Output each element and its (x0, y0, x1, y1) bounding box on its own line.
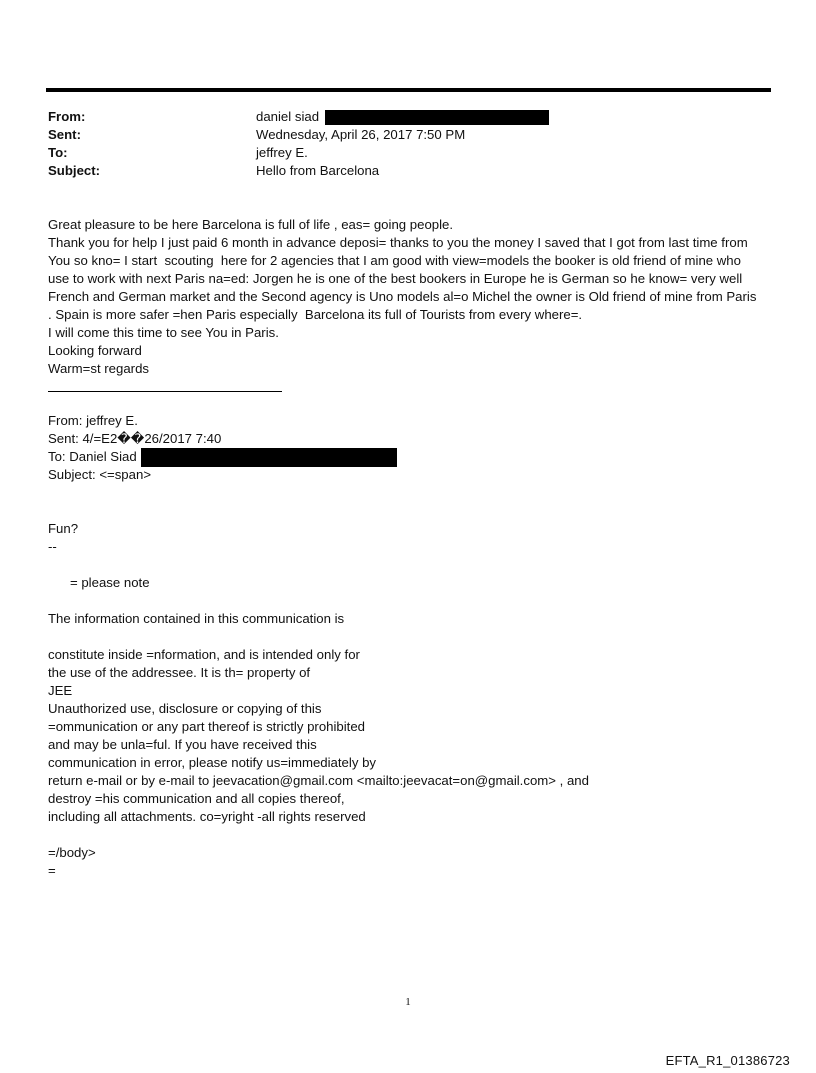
email-body (48, 216, 778, 378)
info-line: The information contained in this communication is (48, 611, 345, 626)
from-value: daniel siad (256, 109, 320, 124)
to-value: jeffrey E. (256, 145, 308, 160)
subject-value: Hello from Barcelona (256, 163, 380, 178)
quoted-subject: Subject: <=span> (48, 467, 152, 482)
disclaimer-line: constitute inside =nformation, and is intended only for (48, 647, 360, 662)
from-label: From: (48, 109, 86, 124)
email-header (48, 108, 768, 180)
body-line: Warm=st regards (48, 361, 150, 376)
quoted-to-row (48, 448, 778, 466)
sent-label: Sent: (48, 127, 81, 142)
quoted-from: From: jeffrey E. (48, 413, 138, 428)
quoted-fun: Fun? (48, 521, 79, 536)
header-subject-row (48, 162, 768, 180)
quoted-message (48, 412, 778, 880)
page-number: 1 (405, 996, 411, 1008)
redaction-box (141, 448, 397, 467)
header-sent-row (48, 126, 768, 144)
body-line: French and German market and the Second agency is Uno models al=o Michel the owner is Old friend of mine from Paris (48, 289, 757, 304)
body-line: You so kno= I start scouting here for 2 agencies that I am good with view=models the booker is old friend of mine who (48, 253, 741, 268)
please-note: = please note (48, 575, 150, 590)
body-line: I will come this time to see You in Paris. (48, 325, 279, 340)
disclaimer-line: =ommunication or any part thereof is strictly prohibited (48, 719, 366, 734)
sent-value: Wednesday, April 26, 2017 7:50 PM (256, 127, 466, 142)
body-line: Thank you for help I just paid 6 month in advance deposi= thanks to you the money I saved that I got from last time from (48, 235, 748, 250)
disclaimer-line: communication in error, please notify us=immediately by (48, 755, 377, 770)
disclaimer-line: JEE (48, 683, 73, 698)
quoted-dashes: -- (48, 539, 57, 554)
quoted-to: To: Daniel Siad (48, 449, 137, 464)
body-line: use to work with next Paris na=ed: Jorgen he is one of the best bookers in Europe he is German so he know= very well (48, 271, 743, 286)
to-label: To: (48, 145, 68, 160)
signature-separator (48, 391, 282, 392)
document-id: EFTA_R1_01386723 (665, 1053, 790, 1068)
disclaimer-line: return e-mail or by e-mail to jeevacation@gmail.com <mailto:jeevacat=on@gmail.com> , and (48, 773, 589, 788)
top-rule (46, 88, 771, 92)
trailing-equals: = (48, 863, 56, 878)
disclaimer-line: including all attachments. co=yright -all rights reserved (48, 809, 366, 824)
header-from-row (48, 108, 768, 126)
subject-label: Subject: (48, 163, 101, 178)
body-line: . Spain is more safer =hen Paris especially Barcelona its full of Tourists from every where=. (48, 307, 583, 322)
disclaimer-line: and may be unla=ful. If you have received this (48, 737, 317, 752)
quoted-sent: Sent: 4/=E2��26/2017 7:40 (48, 431, 222, 446)
disclaimer-line: Unauthorized use, disclosure or copying of this (48, 701, 322, 716)
body-line: Great pleasure to be here Barcelona is full of life , eas= going people. (48, 217, 454, 232)
body-close-tag: =/body> (48, 845, 96, 860)
disclaimer-line: the use of the addressee. It is th= property of (48, 665, 311, 680)
body-line: Looking forward (48, 343, 142, 358)
redaction-box (325, 110, 549, 125)
disclaimer-line: destroy =his communication and all copies thereof, (48, 791, 345, 806)
header-to-row (48, 144, 768, 162)
